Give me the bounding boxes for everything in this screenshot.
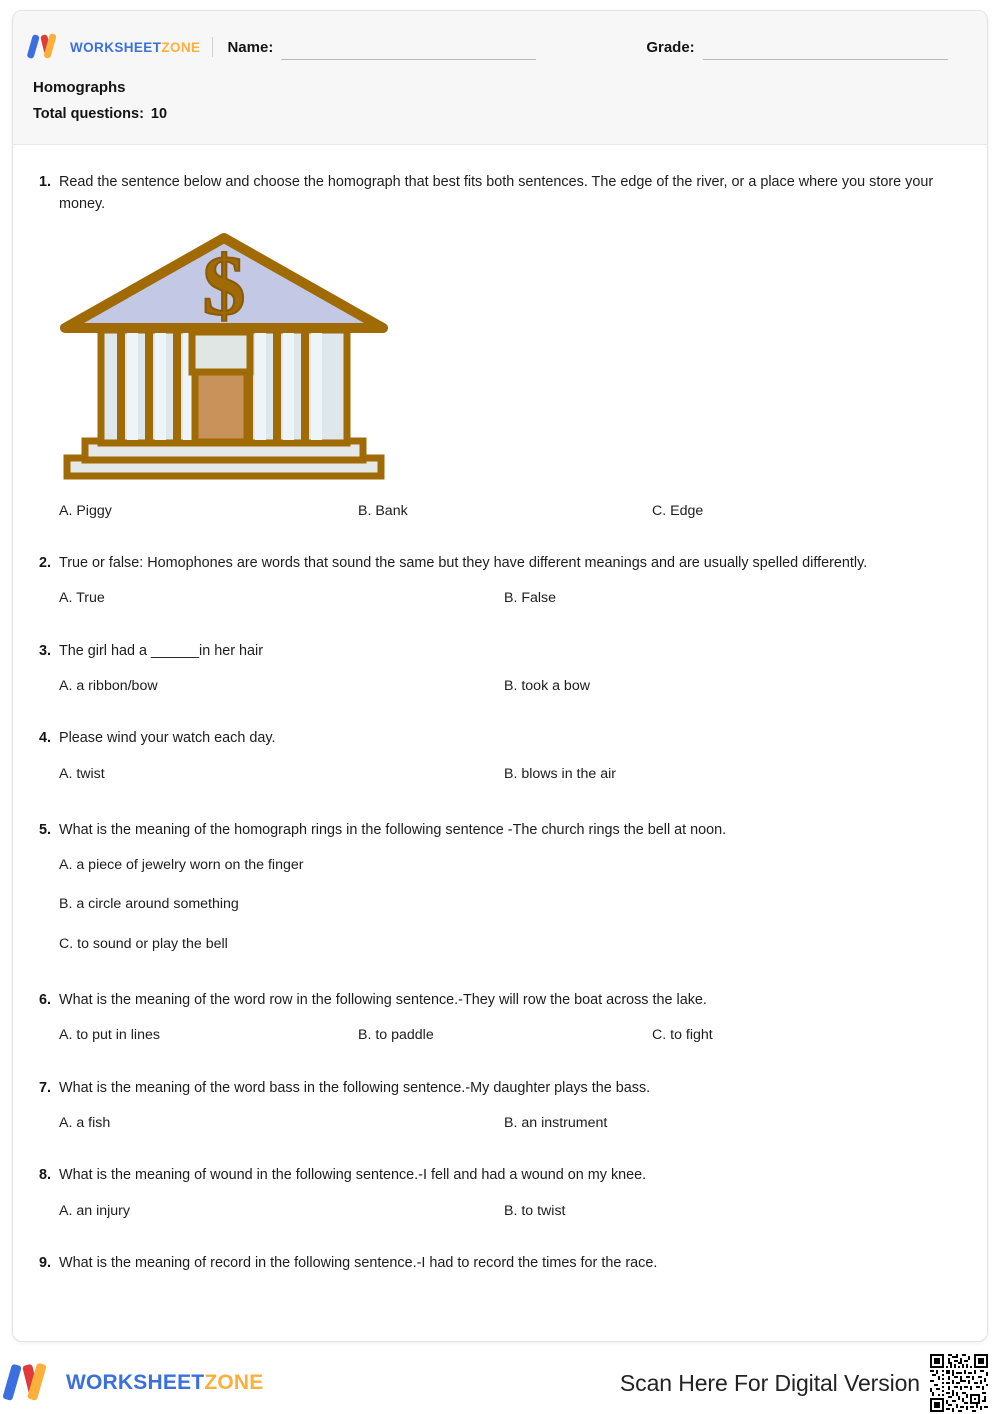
- question-4-option-a[interactable]: A. twist: [59, 765, 105, 782]
- question-2-option-b[interactable]: B. False: [504, 590, 557, 607]
- total-questions-label: Total questions:: [33, 106, 144, 122]
- question-3-option-a[interactable]: A. a ribbon/bow: [59, 677, 158, 694]
- gap-6-7: [33, 1047, 967, 1077]
- question-2-text: True or false: Homophones are words that sound the same but they have different meanings and are usually spelled differently.: [59, 554, 868, 571]
- question-3-option-b[interactable]: B. took a bow: [504, 677, 590, 694]
- brand-wordmark: [70, 40, 200, 55]
- question-1-options: [59, 501, 967, 522]
- header-divider: [212, 37, 213, 57]
- question-9-number: 9.: [38, 1254, 51, 1271]
- question-7-option-a[interactable]: A. a fish: [59, 1115, 111, 1131]
- gap-5-6: [33, 955, 967, 989]
- bank-building-illustration: [59, 232, 967, 487]
- questions-container: [13, 145, 987, 1274]
- total-questions-count: 10: [150, 106, 168, 122]
- gap-7-8: [33, 1134, 967, 1164]
- gap-2-3: [33, 610, 967, 640]
- question-8-option-a[interactable]: A. an injury: [59, 1202, 130, 1219]
- question-8-options: [59, 1201, 967, 1222]
- question-1-option-c[interactable]: C. Edge: [652, 502, 704, 519]
- question-2-option-a[interactable]: A. True: [59, 590, 105, 607]
- question-7-number: 7.: [38, 1079, 51, 1096]
- question-1-text: Read the sentence below and choose the homograph that best fits both sentences. The edge of the river, or a place where you store your money.: [59, 174, 934, 213]
- question-2-number: 2.: [38, 554, 51, 571]
- gap-4-5: [33, 785, 967, 819]
- question-4: [33, 727, 967, 785]
- total-questions-row: [33, 106, 967, 123]
- grade-input-line[interactable]: [703, 59, 948, 60]
- question-3: [33, 640, 967, 698]
- question-7-text: What is the meaning of the word bass in the following sentence.-My daughter plays the bass.: [59, 1079, 651, 1096]
- qr-code-icon[interactable]: [930, 1354, 988, 1412]
- gap-3-4: [33, 697, 967, 727]
- question-1: [33, 171, 967, 522]
- svg-text:$: $: [202, 236, 246, 333]
- question-8-option-b[interactable]: B. to twist: [504, 1202, 566, 1219]
- question-4-options: [59, 764, 967, 785]
- worksheet-zone-logo-icon: [12, 1365, 56, 1401]
- question-5: [33, 819, 967, 955]
- question-4-option-b[interactable]: B. blows in the air: [504, 765, 616, 782]
- question-8-number: 8.: [38, 1167, 51, 1184]
- question-5-text: What is the meaning of the homograph rings in the following sentence -The church rings the bell at noon.: [59, 821, 727, 838]
- question-7: [33, 1077, 967, 1135]
- question-5-option-c[interactable]: C. to sound or play the bell: [59, 935, 228, 952]
- question-2: [33, 552, 967, 610]
- brand-word-worksheet: WORKSHEET: [70, 39, 162, 55]
- footer-brand-wordmark: [66, 1371, 263, 1395]
- worksheet-title-block: [13, 65, 987, 123]
- question-3-text: The girl had a ______in her hair: [59, 642, 264, 659]
- question-6: [33, 989, 967, 1047]
- grade-label: Grade:: [646, 38, 695, 56]
- question-7-options: [59, 1113, 967, 1134]
- question-6-option-b[interactable]: B. to paddle: [358, 1027, 434, 1044]
- question-5-option-a[interactable]: A. a piece of jewelry worn on the finger: [59, 857, 304, 874]
- gap-1-2: [33, 522, 967, 552]
- footer-brand: [12, 1365, 263, 1401]
- question-4-text: Please wind your watch each day.: [59, 730, 276, 747]
- question-6-option-c[interactable]: C. to fight: [652, 1027, 713, 1044]
- question-8: [33, 1164, 967, 1222]
- question-6-number: 6.: [38, 992, 51, 1009]
- footer-brand-word-zone: ZONE: [204, 1371, 264, 1394]
- question-1-option-a[interactable]: A. Piggy: [59, 502, 112, 519]
- question-5-option-b[interactable]: B. a circle around something: [59, 896, 239, 913]
- question-1-option-b[interactable]: B. Bank: [358, 502, 408, 519]
- question-6-option-a[interactable]: A. to put in lines: [59, 1027, 160, 1044]
- footer-brand-word-worksheet: WORKSHEET: [66, 1371, 205, 1394]
- brand-word-zone: ZONE: [161, 39, 201, 55]
- page-footer: [0, 1352, 1000, 1414]
- question-5-number: 5.: [38, 821, 51, 838]
- question-7-option-b[interactable]: B. an instrument: [504, 1115, 608, 1131]
- scan-prompt-text: Scan Here For Digital Version: [619, 1369, 920, 1396]
- question-9-text: What is the meaning of record in the following sentence.-I had to record the times for the race.: [59, 1254, 658, 1271]
- question-1-number: 1.: [38, 174, 51, 190]
- bank-building-svg: [59, 232, 389, 482]
- question-5-options: [59, 855, 967, 955]
- question-6-options: [59, 1025, 967, 1046]
- worksheet-header: [13, 11, 987, 145]
- name-input-line[interactable]: [281, 59, 536, 60]
- question-6-text: What is the meaning of the word row in the following sentence.-They will row the boat across the lake.: [59, 992, 707, 1009]
- question-4-number: 4.: [38, 730, 51, 747]
- question-9: [33, 1252, 967, 1274]
- name-label: Name:: [227, 38, 274, 56]
- question-2-options: [59, 588, 967, 609]
- question-3-options: [59, 676, 967, 697]
- question-3-number: 3.: [38, 642, 51, 659]
- gap-8-9: [33, 1222, 967, 1252]
- question-8-text: What is the meaning of wound in the following sentence.-I fell and had a wound on my knee.: [59, 1167, 647, 1184]
- worksheet-title: Homographs: [33, 79, 126, 96]
- header-identity-row: [13, 11, 987, 65]
- worksheet-page: [12, 10, 988, 1342]
- worksheet-zone-logo-icon: [33, 35, 63, 59]
